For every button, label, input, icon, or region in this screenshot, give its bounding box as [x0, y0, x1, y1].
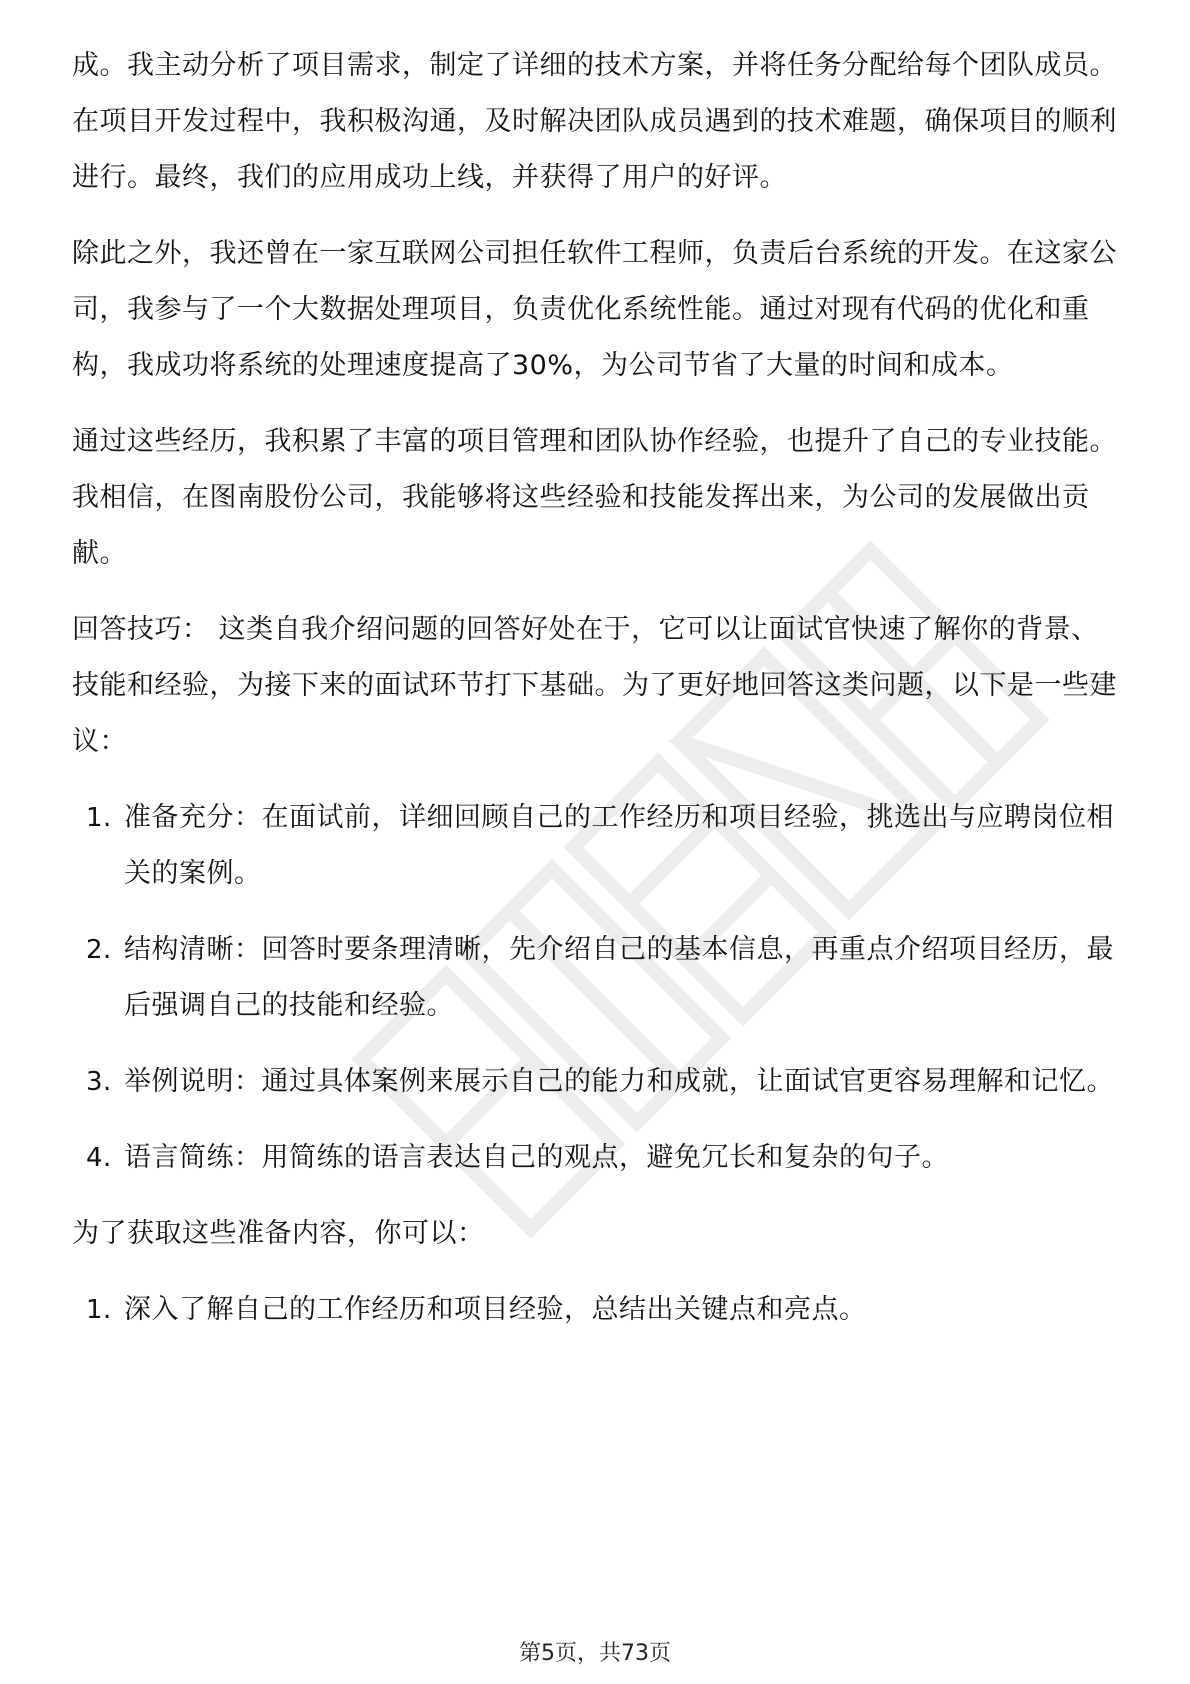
paragraph-software-engineer: 除此之外，我还曾在一家互联网公司担任软件工程师，负责后台系统的开发。在这家公司，我参与了一个大数据处理项目，负责优化系统性能。通过对现有代码的优化和重构，我成功将系统的处理速度提高了30%，为公司节省了大量的时间和成本。	[72, 238, 1117, 381]
list-item	[72, 922, 1122, 1034]
document-body	[72, 38, 1122, 1358]
list-item-text: 深入了解自己的工作经历和项目经验，总结出关键点和亮点。	[124, 1294, 867, 1325]
list-number: 1.	[86, 803, 112, 833]
list-item	[72, 1282, 1122, 1338]
paragraph-project-experience: 成。我主动分析了项目需求，制定了详细的技术方案，并将任务分配给每个团队成员。在项目开发过程中，我积极沟通，及时解决团队成员遇到的技术难题，确保项目的顺利进行。最终，我们的应用成功上线，并获得了用户的好评。	[72, 50, 1117, 193]
prep-list	[72, 1282, 1122, 1338]
list-item	[72, 1130, 1122, 1186]
list-item	[72, 1054, 1122, 1110]
page-footer: 第5页，共73页	[519, 1641, 671, 1666]
list-item-text: 语言简练：用简练的语言表达自己的观点，避免冗长和复杂的句子。	[124, 1142, 949, 1173]
tips-list	[72, 790, 1122, 1186]
list-item-text: 结构清晰：回答时要条理清晰，先介绍自己的基本信息，再重点介绍项目经历，最后强调自己的技能和经验。	[124, 934, 1114, 1021]
paragraph-summary: 通过这些经历，我积累了丰富的项目管理和团队协作经验，也提升了自己的专业技能。我相信，在图南股份公司，我能够将这些经验和技能发挥出来，为公司的发展做出贡献。	[72, 426, 1117, 569]
list-item-text: 准备充分：在面试前，详细回顾自己的工作经历和项目经验，挑选出与应聘岗位相关的案例。	[124, 802, 1114, 889]
paragraph-answer-tips: 回答技巧： 这类自我介绍问题的回答好处在于，它可以让面试官快速了解你的背景、技能和经验，为接下来的面试环节打下基础。为了更好地回答这类问题，以下是一些建议：	[72, 614, 1117, 757]
list-item	[72, 790, 1122, 902]
list-number: 2.	[86, 935, 112, 965]
list-number: 4.	[86, 1143, 112, 1173]
list-number: 1.	[86, 1295, 112, 1325]
paragraph-prep-intro: 为了获取这些准备内容，你可以：	[72, 1218, 485, 1249]
list-item-text: 举例说明：通过具体案例来展示自己的能力和成就，让面试官更容易理解和记忆。	[124, 1066, 1114, 1097]
list-number: 3.	[86, 1067, 112, 1097]
